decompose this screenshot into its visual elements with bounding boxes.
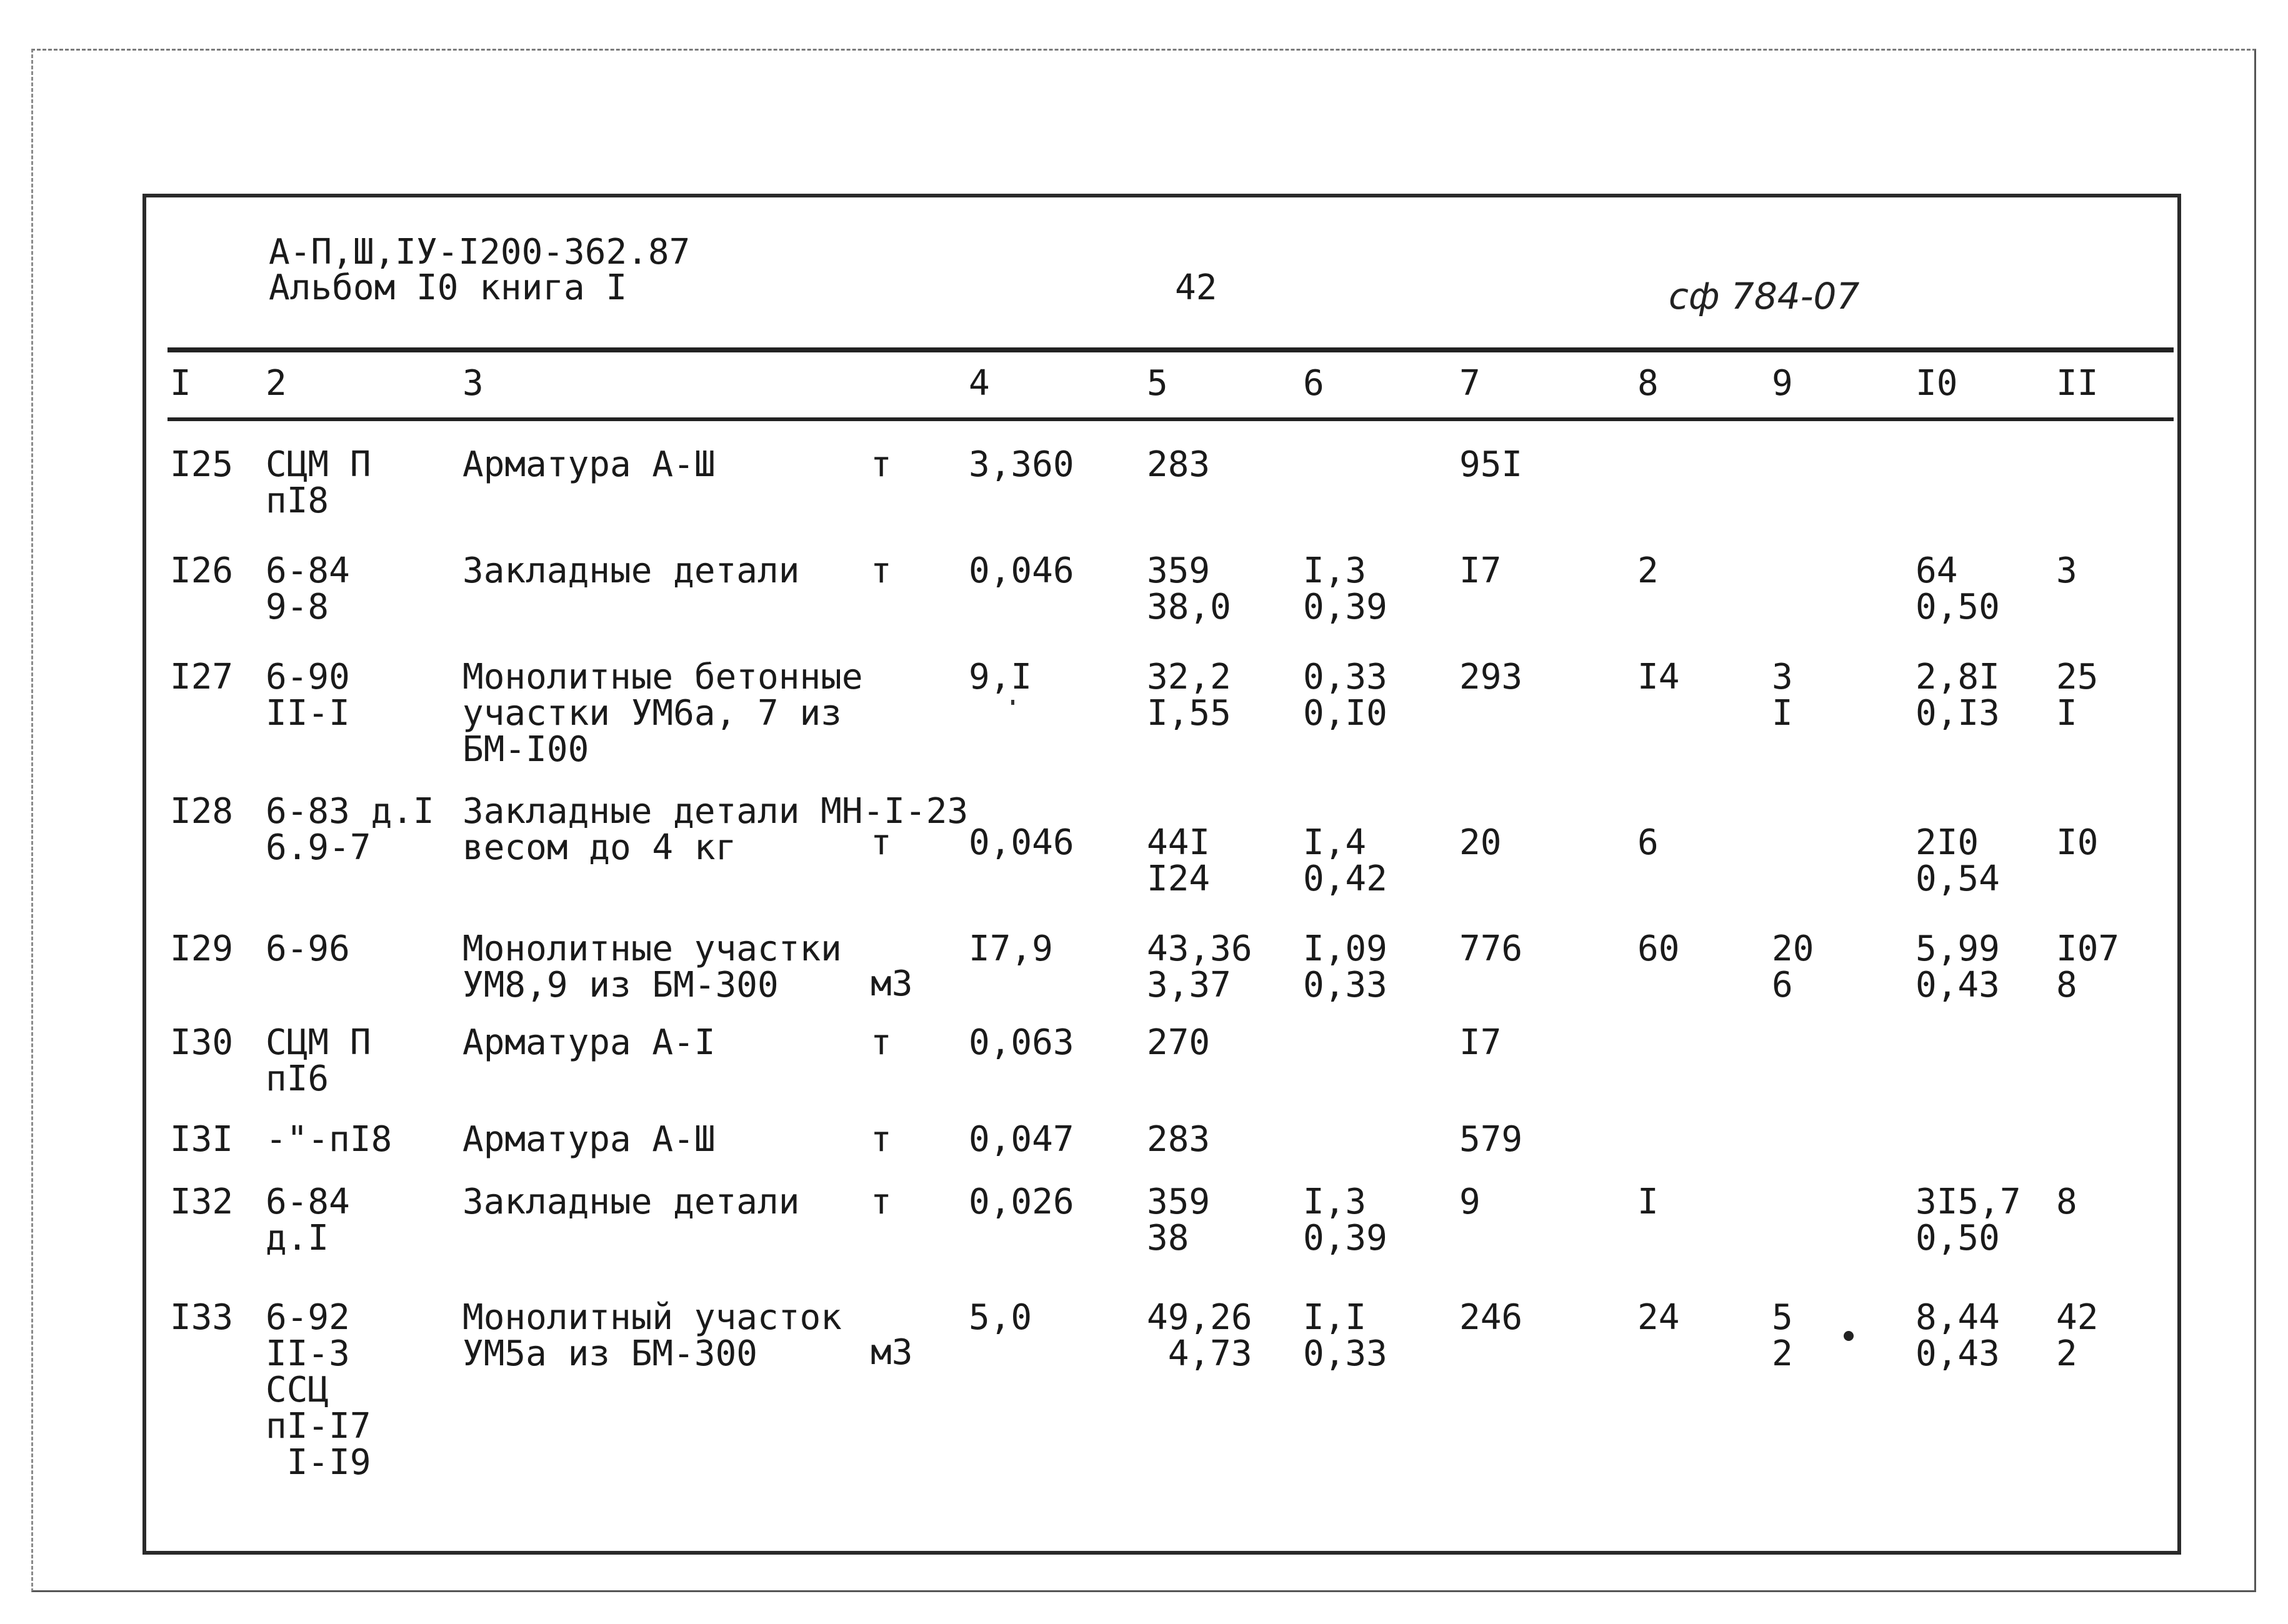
column-header: 4 [969,363,990,404]
table-cell: 20 [1772,929,1814,969]
table-cell: м3 [871,964,913,1004]
table-cell: I,I [1303,1297,1367,1338]
header-top-rule [167,347,2174,352]
table-cell: 44I [1147,822,1211,863]
table-cell: -"-пI8 [266,1119,392,1160]
table-cell: I30 [170,1022,234,1063]
table-cell: 0,063 [969,1022,1074,1063]
table-cell: Закладные детали МН-I-23 [462,791,969,832]
table-cell: I [2056,693,2077,734]
table-cell: 9,I [969,657,1032,697]
column-header: 8 [1637,363,1659,404]
table-cell: 60 [1637,929,1680,969]
table-cell: т [871,444,892,485]
table-cell: 579 [1459,1119,1523,1160]
table-cell: I26 [170,550,234,591]
table-cell: I,4 [1303,822,1367,863]
table-cell: I29 [170,929,234,969]
table-cell: I-I9 [266,1442,371,1483]
table-cell: Арматура А-Ш [462,1119,716,1160]
table-cell: 6-96 [266,929,350,969]
table-cell: I4 [1637,657,1680,697]
table-cell: 9 [1459,1182,1481,1222]
table-cell: пI6 [266,1059,329,1099]
column-header: II [2056,363,2099,404]
header-bottom-rule [167,417,2174,421]
table-cell: 5,99 [1916,929,2000,969]
table-cell: Закладные детали [462,550,800,591]
table-cell: 6.9-7 [266,827,371,868]
table-cell: 8,44 [1916,1297,2000,1338]
column-header: 5 [1147,363,1168,404]
column-header: 9 [1772,363,1793,404]
table-cell: 0,39 [1303,587,1387,627]
table-cell: I24 [1147,859,1211,899]
column-header: 2 [266,363,287,404]
column-header: I0 [1916,363,1958,404]
table-cell: 0,50 [1916,587,2000,627]
table-cell: 0,046 [969,822,1074,863]
table-cell: I32 [170,1182,234,1222]
table-cell: 3,360 [969,444,1074,485]
table-cell: весом до 4 кг [462,827,737,868]
table-cell: 6-90 [266,657,350,697]
table-cell: т [871,1119,892,1160]
table-cell: пI-I7 [266,1406,371,1447]
table-cell: Арматура А-I [462,1022,716,1063]
table-cell: УМ8,9 из БМ-300 [462,965,779,1005]
table-cell: 2 [2056,1333,2077,1374]
ink-dot [1844,1331,1854,1341]
table-cell: 6-84 [266,550,350,591]
table-cell: 24 [1637,1297,1680,1338]
table-cell: 6 [1637,822,1659,863]
table-cell: I,09 [1303,929,1387,969]
table-cell: I27 [170,657,234,697]
table-cell: 38,0 [1147,587,1231,627]
table-cell: 283 [1147,1119,1211,1160]
table-cell: 42 [2056,1297,2099,1338]
table-cell: I [1772,693,1793,734]
table-cell: 359 [1147,1182,1211,1222]
table-cell: I7 [1459,550,1502,591]
table-cell: 25 [2056,657,2099,697]
album-label: Альбом I0 книга I [269,267,627,308]
table-cell: 8 [2056,1182,2077,1222]
table-cell: м3 [871,1332,913,1373]
table-cell: I [1637,1182,1659,1222]
table-cell: I25 [170,444,234,485]
table-cell: I7 [1459,1022,1502,1063]
table-cell: 6-83 д.I [266,791,434,832]
table-cell: 0,046 [969,550,1074,591]
table-cell: 6-84 [266,1182,350,1222]
table-cell: 246 [1459,1297,1523,1338]
table-cell: 2 [1772,1333,1793,1374]
column-header: 7 [1459,363,1481,404]
table-cell: 6-92 [266,1297,350,1338]
table-cell: Монолитные участки [462,929,842,969]
table-cell: 0,I0 [1303,693,1387,734]
table-cell: 6 [1772,965,1793,1005]
table-cell: I,3 [1303,550,1367,591]
table-cell: 0,43 [1916,965,2000,1005]
table-cell: 0,33 [1303,1333,1387,1374]
table-cell: т [871,550,892,591]
table-cell: 43,36 [1147,929,1252,969]
table-cell: Монолитный участок [462,1297,842,1338]
table-cell: 0,33 [1303,657,1387,697]
table-cell: 776 [1459,929,1523,969]
table-cell: 5,0 [969,1297,1032,1338]
page-number: 42 [1175,267,1217,308]
table-cell: I33 [170,1297,234,1338]
table-cell: 2 [1637,550,1659,591]
table-cell: 2,8I [1916,657,2000,697]
table-cell: ССЦ [266,1370,329,1410]
table-cell: 3 [1772,657,1793,697]
table-cell: 293 [1459,657,1523,697]
table-cell: II-3 [266,1333,350,1374]
table-cell: I3I [170,1119,234,1160]
column-header: 3 [462,363,484,404]
table-cell: 0,047 [969,1119,1074,1160]
table-cell: I0 [2056,822,2099,863]
document-code: А-П,Ш,IУ-I200-362.87 [269,232,691,272]
table-cell: 359 [1147,550,1211,591]
table-cell: 0,I3 [1916,693,2000,734]
table-cell: Закладные детали [462,1182,800,1222]
table-cell: 8 [2056,965,2077,1005]
column-header: 6 [1303,363,1324,404]
table-cell: Монолитные бетонные [462,657,863,697]
column-header: I [170,363,191,404]
table-cell: д.I [266,1218,329,1258]
table-cell: I,55 [1147,693,1231,734]
table-cell: СЦМ П [266,444,371,485]
table-cell: I7,9 [969,929,1053,969]
table-cell: БМ-I00 [462,729,589,770]
table-cell: 283 [1147,444,1211,485]
table-cell: 4,73 [1147,1333,1252,1374]
table-cell: 95I [1459,444,1523,485]
table-cell: УМ5а из БМ-300 [462,1333,758,1374]
table-cell: 3,37 [1147,965,1231,1005]
table-cell: 0,54 [1916,859,2000,899]
table-cell: Арматура А-Ш [462,444,716,485]
table-cell: I28 [170,791,234,832]
table-cell: 3 [2056,550,2077,591]
table-cell: 0,42 [1303,859,1387,899]
table-cell: 5 [1772,1297,1793,1338]
table-cell: 2I0 [1916,822,1979,863]
table-cell: 0,33 [1303,965,1387,1005]
table-cell: 20 [1459,822,1502,863]
table-cell: т [871,822,892,863]
table-cell: пI8 [266,481,329,521]
table-cell: 32,2 [1147,657,1231,697]
table-cell: I,3 [1303,1182,1367,1222]
table-cell: 3I5,7 [1916,1182,2021,1222]
ink-mark [1011,700,1014,705]
table-cell: 64 [1916,550,1958,591]
table-cell: 270 [1147,1022,1211,1063]
table-cell: СЦМ П [266,1022,371,1063]
table-cell: 0,026 [969,1182,1074,1222]
table-cell: 49,26 [1147,1297,1252,1338]
handwritten-stamp: сф 784-07 [1669,275,1860,317]
table-cell: 0,50 [1916,1218,2000,1258]
table-cell: т [871,1022,892,1063]
table-cell: II-I [266,693,350,734]
table-cell: 0,39 [1303,1218,1387,1258]
table-cell: 38 [1147,1218,1189,1258]
table-cell: 0,43 [1916,1333,2000,1374]
table-cell: т [871,1182,892,1222]
table-cell: I07 [2056,929,2120,969]
table-cell: 9-8 [266,587,329,627]
table-cell: участки УМ6а, 7 из [462,693,842,734]
